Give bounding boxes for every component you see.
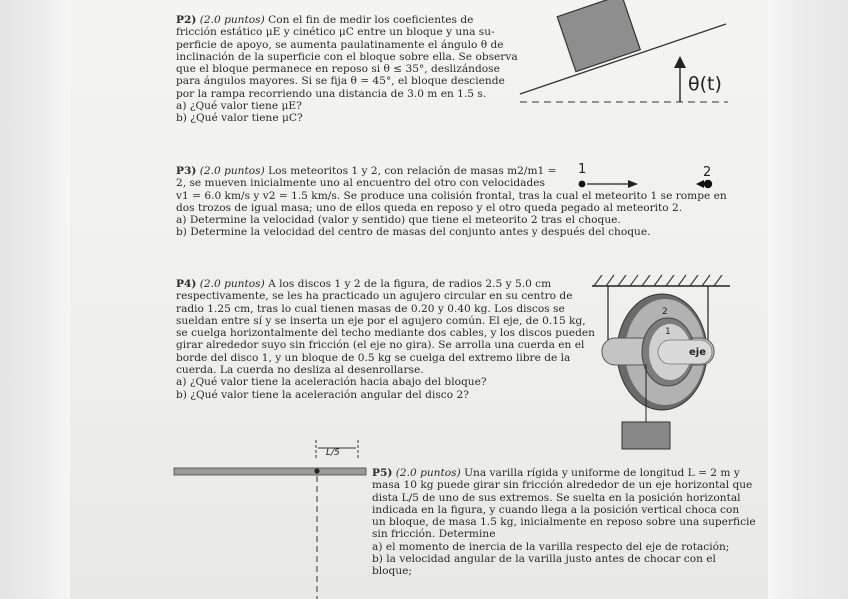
meteorite-2-label: 2 xyxy=(703,165,712,180)
p3-text: 2, se mueven inicialmente uno al encuentro del otro con velocidades xyxy=(176,177,545,190)
p5-text: dista L/5 de uno de sus extremos. Se suelta en la posición horizontal xyxy=(372,491,741,504)
p4-question-b: b) ¿Qué valor tiene la aceleración angular del disco 2? xyxy=(176,388,469,401)
p2-line-0 xyxy=(176,14,518,26)
pivot xyxy=(314,468,319,473)
p2-number: P2) xyxy=(176,14,197,26)
p5-line-0 xyxy=(372,467,756,479)
p5-figure xyxy=(168,438,368,599)
problem-p5 xyxy=(372,467,756,578)
meteorite-1-arrow-head xyxy=(628,180,638,188)
p2-text: fricción estático μE y cinético μC entre un bloque y una su- xyxy=(176,26,495,39)
p5-text: indicada en la figura, y cuando llega a la posición vertical choca con xyxy=(372,503,740,516)
p3-text: Los meteoritos 1 y 2, con relación de masas m2/m1 = xyxy=(268,165,557,177)
p5-question-a: a) el momento de inercia de la varilla respecto del eje de rotación; xyxy=(372,540,730,553)
p5-question-b: b) la velocidad angular de la varilla justo antes de chocar con el xyxy=(372,553,716,566)
p2-figure xyxy=(508,10,740,118)
p4-figure xyxy=(588,272,738,452)
angle-arrow-head xyxy=(674,56,686,68)
p4-text: girar alrededor suyo sin fricción (el eje no gira). Se arrolla una cuerda en el xyxy=(176,339,585,352)
p4-text: A los discos 1 y 2 de la figura, de radios 2.5 y 5.0 cm xyxy=(268,278,552,290)
p5-text: un bloque, de masa 1.5 kg, inicialmente en reposo sobre una superficie xyxy=(372,516,756,529)
ceiling-hatch xyxy=(594,275,722,286)
p3-text: v1 = 6.0 km/s y v2 = 1.5 km/s. Se produce una colisión frontal, tras la cual el meteorito 1 se rompe en xyxy=(176,189,727,202)
pivot-distance-label: L/5 xyxy=(326,448,340,458)
p2-points: (2.0 puntos) xyxy=(199,14,265,26)
p2-text: que el bloque permanece en reposo si θ ≤ 35°, deslizándose xyxy=(176,63,500,76)
p4-text: borde del disco 1, y un bloque de 0.5 kg se cuelga del extremo libre de la xyxy=(176,351,571,364)
p5-text: Una varilla rígida y uniforme de longitud L = 2 m y xyxy=(464,467,740,479)
p2-text: por la rampa recorriendo una distancia de 3.0 m en 1.5 s. xyxy=(176,87,487,100)
disc-1-label: 1 xyxy=(665,327,671,337)
rod xyxy=(174,468,366,475)
p4-text: radio 1.25 cm, tras lo cual tienen masas de 0.20 y 0.40 kg. Los discos se xyxy=(176,302,565,315)
angle-label: θ(t) xyxy=(688,73,722,95)
p2-question-b: b) ¿Qué valor tiene μC? xyxy=(176,112,303,125)
sliding-block xyxy=(557,0,640,72)
meteorite-1 xyxy=(579,181,586,188)
p2-question-a: a) ¿Qué valor tiene μE? xyxy=(176,100,302,113)
p5-text: sin fricción. Determine xyxy=(372,528,496,541)
p3-figure xyxy=(570,160,720,196)
p4-text: cuerda. La cuerda no desliza al desenrollarse. xyxy=(176,364,424,377)
disc-2-label: 2 xyxy=(662,307,668,317)
p4-text: sueldan entre sí y se inserta un eje por el agujero común. El eje, de 0.15 kg, xyxy=(176,314,586,327)
p4-text: se cuelga horizontalmente del techo mediante dos cables, y los discos pueden xyxy=(176,327,595,340)
meteorite-2-arrow-head xyxy=(696,180,704,188)
p5-question-b-cont: bloque; xyxy=(372,565,412,578)
p2-text: para ángulos mayores. Si se fija θ = 45°, el bloque desciende xyxy=(176,75,505,88)
hanging-block xyxy=(622,422,670,449)
problem-p4 xyxy=(176,278,595,401)
p4-question-a: a) ¿Qué valor tiene la aceleración hacia abajo del bloque? xyxy=(176,376,487,389)
p3-number: P3) xyxy=(176,165,197,177)
p3-points: (2.0 puntos) xyxy=(199,165,265,177)
p3-question-a: a) Determine la velocidad (valor y sentido) que tiene el meteorito 2 tras el choque. xyxy=(176,214,621,227)
p4-line-0 xyxy=(176,278,595,290)
p5-text: masa 10 kg puede girar sin fricción alrededor de un eje horizontal que xyxy=(372,479,753,492)
p4-text: respectivamente, se les ha practicado un agujero circular en su centro de xyxy=(176,290,573,303)
p5-points: (2.0 puntos) xyxy=(395,467,461,479)
page-margin-left xyxy=(0,0,70,599)
problem-p2 xyxy=(176,14,518,125)
meteorite-1-label: 1 xyxy=(578,162,587,177)
p4-points: (2.0 puntos) xyxy=(199,278,265,290)
axle-label: eje xyxy=(689,347,706,358)
p5-number: P5) xyxy=(372,467,393,479)
p3-question-b: b) Determine la velocidad del centro de masas del conjunto antes y después del choque. xyxy=(176,226,651,239)
p2-text: perficie de apoyo, se aumenta paulatinamente el ángulo θ de xyxy=(176,38,504,51)
meteorite-2 xyxy=(704,180,712,188)
page-margin-right xyxy=(768,0,848,599)
p4-number: P4) xyxy=(176,278,197,290)
p2-text: Con el fin de medir los coeficientes de xyxy=(268,14,474,26)
p2-text: inclinación de la superficie con el bloque sobre ella. Se observa xyxy=(176,50,518,63)
p3-text: dos trozos de igual masa; uno de ellos queda en reposo y el otro queda pegado al meteorito 2. xyxy=(176,201,683,214)
